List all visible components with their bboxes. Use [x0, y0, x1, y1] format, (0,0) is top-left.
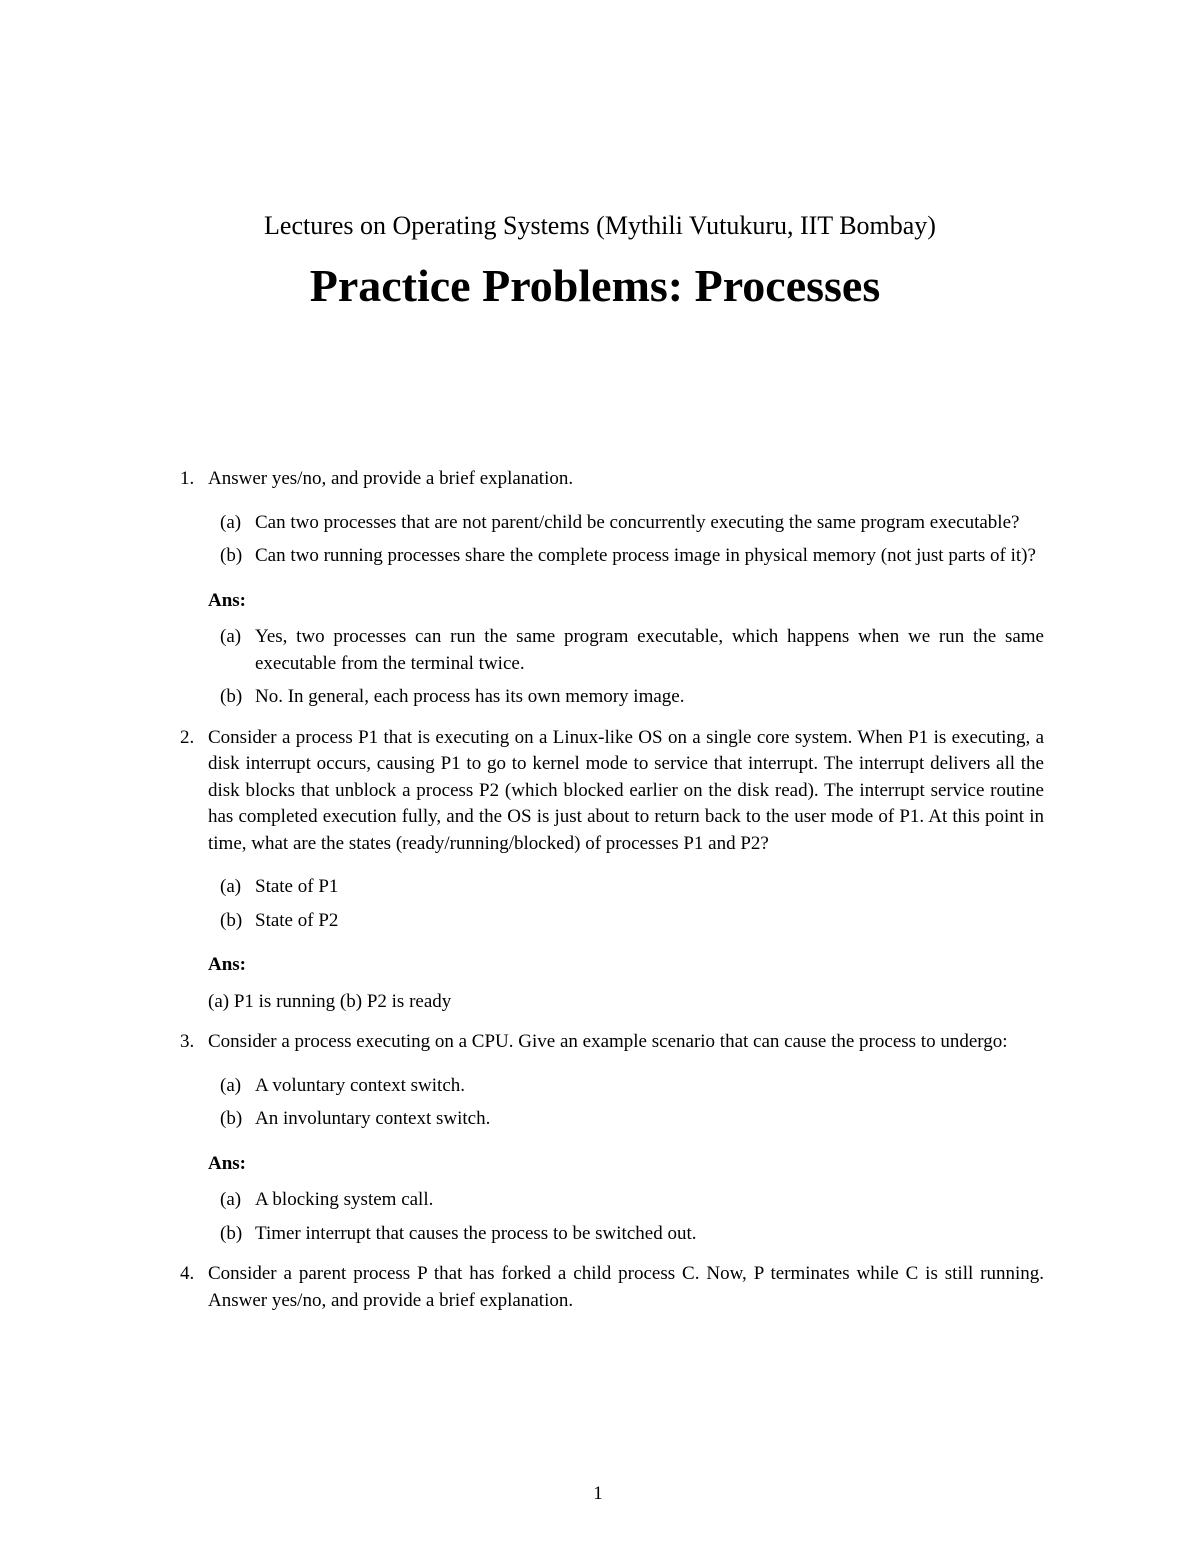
- problem-number: 3.: [180, 1031, 195, 1052]
- item-text: A blocking system call.: [255, 1189, 434, 1210]
- problem-number: 1.: [180, 468, 195, 489]
- item-label: (a): [220, 626, 242, 647]
- item-label: (a): [220, 511, 242, 533]
- problem-list: [180, 466, 1044, 1328]
- course-subtitle: Lectures on Operating Systems (Mythili Vutukuru, IIT Bombay): [264, 211, 936, 240]
- problem-text: Consider a parent process P that has forked a child process C. Now, P terminates while C is still running. Answer yes/no, and provide a brief explanation.: [208, 1263, 1044, 1311]
- question-list: [208, 510, 1044, 570]
- answer-item: [208, 1221, 1044, 1248]
- item-label: (a): [220, 1074, 242, 1096]
- item-label: (a): [220, 1189, 242, 1210]
- item-label: (a): [220, 876, 242, 897]
- item-label: (b): [220, 686, 243, 707]
- problem-text: Answer yes/no, and provide a brief explanation.: [208, 468, 574, 489]
- question-item: [208, 543, 1044, 570]
- item-text: State of P2: [255, 909, 339, 931]
- item-label: (b): [220, 909, 243, 931]
- problem-4: [180, 1261, 1044, 1314]
- item-label: (b): [220, 1222, 243, 1244]
- question-item: [208, 510, 1044, 537]
- item-text: State of P1: [255, 876, 339, 897]
- page-title: Practice Problems: Processes: [309, 260, 881, 311]
- answer-list: [208, 1187, 1044, 1247]
- question-list: [208, 874, 1044, 934]
- item-label: (b): [220, 1108, 243, 1129]
- problem-1: [180, 466, 1044, 711]
- item-text: Timer interrupt that causes the process to be switched out.: [255, 1222, 697, 1244]
- problem-number: 4.: [180, 1263, 195, 1284]
- question-item: [208, 1106, 1044, 1133]
- problem-number: 2.: [180, 726, 195, 748]
- answer-text: (a) P1 is running (b) P2 is ready: [208, 990, 452, 1012]
- item-text: A voluntary context switch.: [255, 1074, 466, 1096]
- answer-label: Ans:: [208, 1152, 247, 1174]
- item-text: Can two running processes share the complete process image in physical memory (not just parts of it)?: [255, 545, 1036, 566]
- answer-item: [208, 624, 1044, 677]
- question-item: [208, 908, 1044, 935]
- answer-label: Ans:: [208, 589, 247, 611]
- problem-3: [180, 1029, 1044, 1247]
- problem-text: Consider a process executing on a CPU. Give an example scenario that can cause the process to undergo:: [208, 1031, 1008, 1052]
- problem-text: Consider a process P1 that is executing on a Linux-like OS on a single core system. When P1 is executing, a disk interrupt occurs, causing P1 to go to kernel mode to service that interrupt. The interrupt delivers all the disk blocks that unblock a process P2 (which blocked earlier on the disk read). The interrupt service routine has completed execution fully, and the OS is just about to return back to the user mode of P1. At this point in time, what are the states (ready/running/blocked) of processes P1 and P2?: [208, 726, 1044, 854]
- question-item: [208, 874, 1044, 901]
- answer-item: [208, 684, 1044, 711]
- item-text: An involuntary context switch.: [255, 1108, 491, 1129]
- page-number: 1: [593, 1483, 603, 1504]
- answer-list: [208, 624, 1044, 711]
- question-list: [208, 1073, 1044, 1133]
- item-text: No. In general, each process has its own memory image.: [255, 686, 685, 707]
- item-text: Yes, two processes can run the same program executable, which happens when we run the same executable from the terminal twice.: [255, 626, 1044, 674]
- question-item: [208, 1073, 1044, 1100]
- problem-2: [180, 725, 1044, 1016]
- answer-item: [208, 1187, 1044, 1214]
- answer-label: Ans:: [208, 954, 247, 975]
- item-text: Can two processes that are not parent/child be concurrently executing the same program executable?: [255, 511, 1020, 533]
- item-label: (b): [220, 545, 243, 566]
